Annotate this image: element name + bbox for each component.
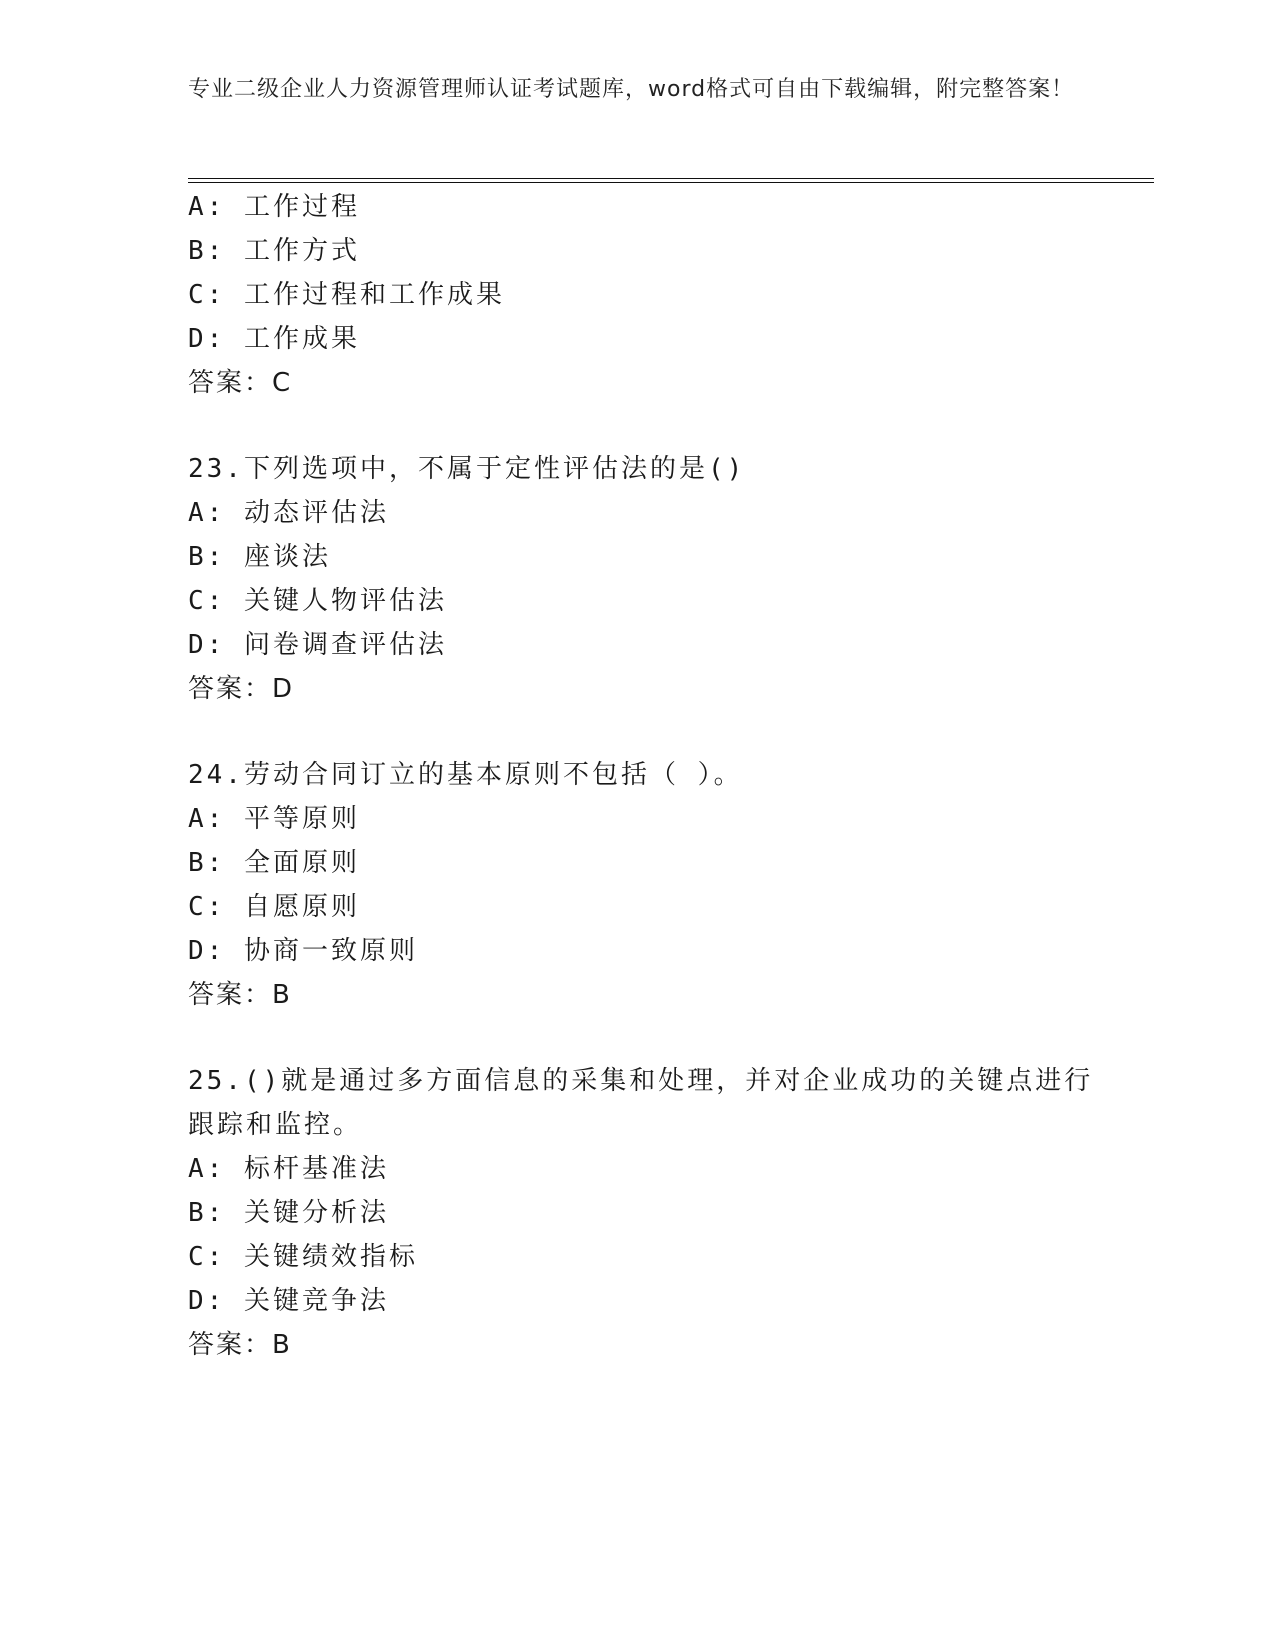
q23-option-c: C: 关键人物评估法 — [188, 586, 447, 616]
q24-answer: 答案：B — [188, 980, 292, 1010]
q22-option-a: A: 工作过程 — [188, 192, 360, 222]
q24-option-a: A: 平等原则 — [188, 804, 360, 834]
q22-answer: 答案：C — [188, 368, 293, 398]
q25-option-c: C: 关键绩效指标 — [188, 1242, 418, 1272]
q25-option-b: B: 关键分析法 — [188, 1198, 389, 1228]
q24-option-c: C: 自愿原则 — [188, 892, 360, 922]
q25-question-line2: 跟踪和监控。 — [188, 1110, 363, 1140]
q24-option-d: D: 协商一致原则 — [188, 936, 418, 966]
q23-answer: 答案：D — [188, 674, 295, 704]
page-header: 专业二级企业人力资源管理师认证考试题库，word格式可自由下载编辑，附完整答案！ — [188, 77, 1075, 102]
header-rule-top — [188, 178, 1154, 179]
q25-answer: 答案：B — [188, 1330, 292, 1360]
header-rule-bottom — [188, 182, 1154, 183]
q24-option-b: B: 全面原则 — [188, 848, 360, 878]
q23-option-d: D: 问卷调查评估法 — [188, 630, 447, 660]
q23-option-a: A: 动态评估法 — [188, 498, 389, 528]
q25-option-a: A: 标杆基准法 — [188, 1154, 389, 1184]
q25-question-line1: 25.()就是通过多方面信息的采集和处理，并对企业成功的关键点进行 — [188, 1066, 1094, 1096]
q25-option-d: D: 关键竞争法 — [188, 1286, 389, 1316]
q22-option-b: B: 工作方式 — [188, 236, 360, 266]
q22-option-c: C: 工作过程和工作成果 — [188, 280, 505, 310]
q23-option-b: B: 座谈法 — [188, 542, 331, 572]
q22-option-d: D: 工作成果 — [188, 324, 360, 354]
q23-question: 23.下列选项中，不属于定性评估法的是() — [188, 454, 746, 484]
q24-question: 24.劳动合同订立的基本原则不包括（ ）。 — [188, 760, 743, 790]
